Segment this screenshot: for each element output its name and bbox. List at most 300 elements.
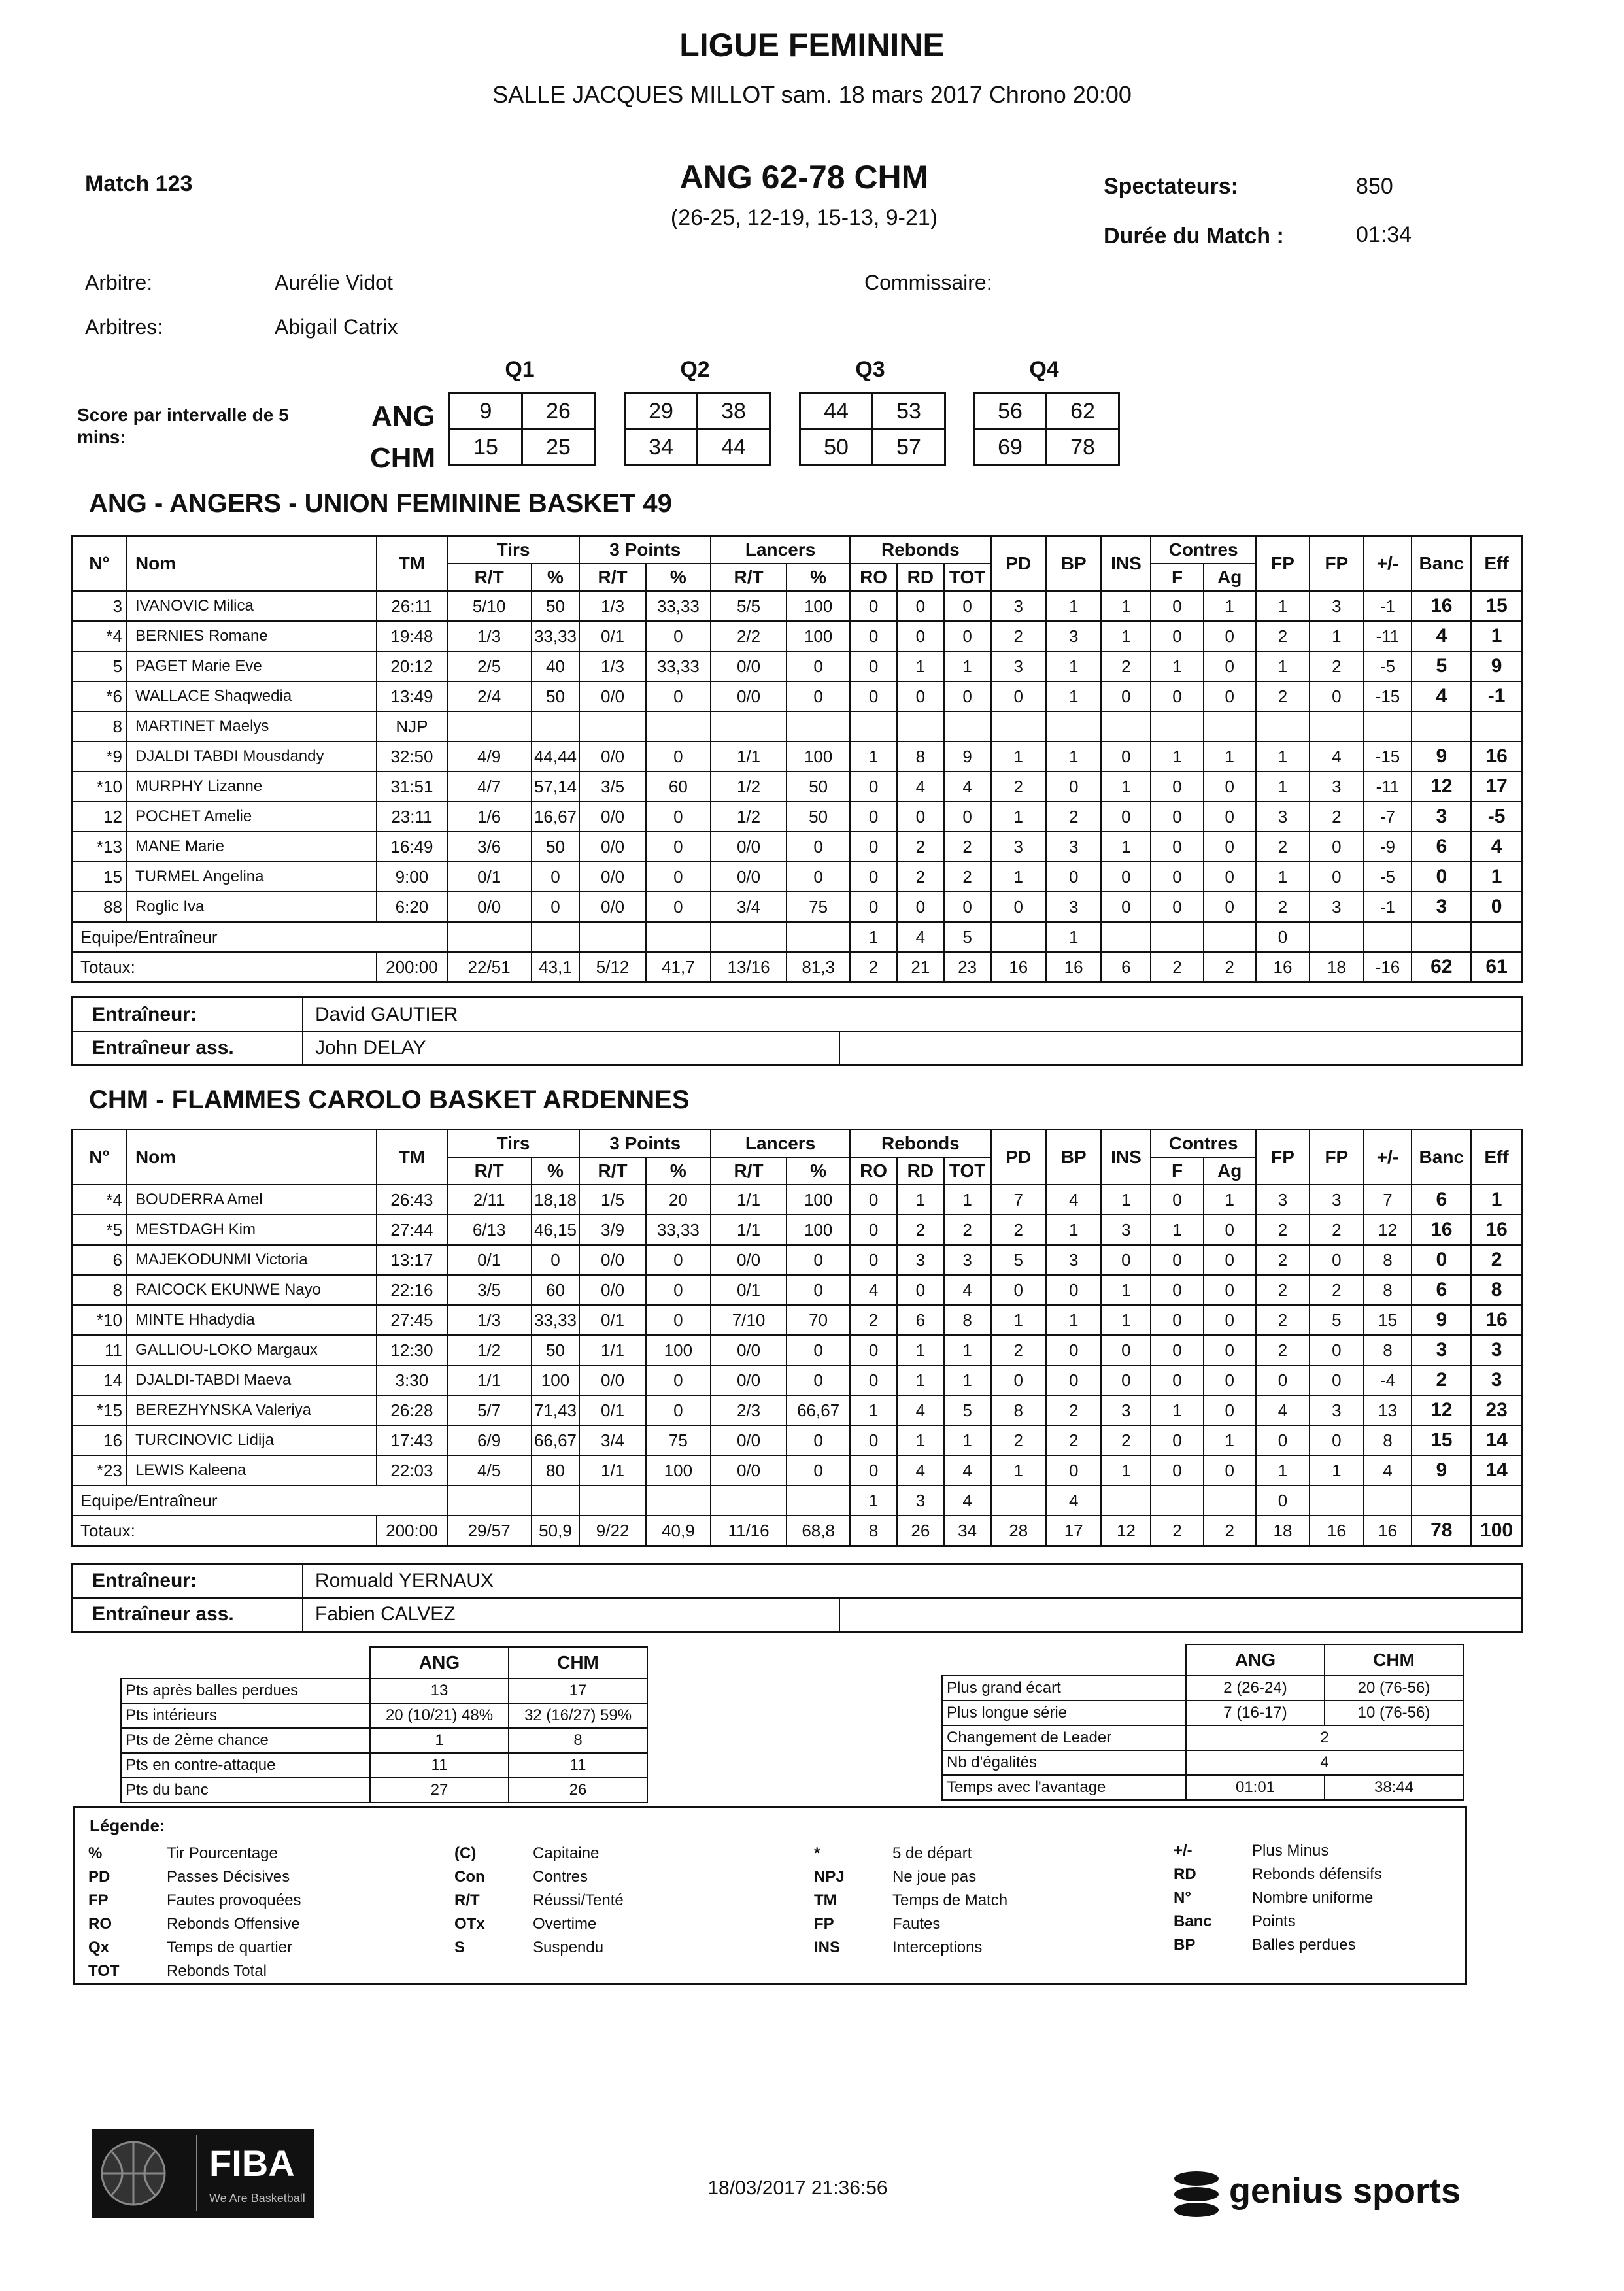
- player-stat: 0: [1310, 681, 1363, 711]
- legend-key: FP: [814, 1915, 834, 1933]
- total-cell: 16: [1364, 1516, 1412, 1546]
- player-stat: 16: [1471, 1215, 1522, 1245]
- legend-key: S: [454, 1939, 465, 1956]
- player-stat: [532, 711, 580, 741]
- player-stat: [897, 711, 944, 741]
- legend-key: RD: [1174, 1865, 1196, 1883]
- points-label: Pts intérieurs: [121, 1703, 370, 1728]
- player-stat: 0: [1204, 1215, 1256, 1245]
- total-cell: 29/57: [447, 1516, 532, 1546]
- player-stat: 2: [1046, 1395, 1101, 1425]
- player-stat: 100: [532, 1365, 580, 1395]
- player-row: [72, 802, 1523, 832]
- team-tot: 5: [944, 922, 991, 952]
- player-stat: 1: [1101, 772, 1151, 802]
- player-stat: 1: [1046, 1305, 1101, 1335]
- player-stat: 5/10: [447, 591, 532, 621]
- total-cell: 200:00: [377, 952, 447, 983]
- player-stat: 0: [1151, 1275, 1203, 1305]
- player-stat: 0: [787, 1455, 850, 1485]
- player-number: 14: [72, 1365, 127, 1395]
- player-number: *6: [72, 681, 127, 711]
- venue-line: SALLE JACQUES MILLOT sam. 18 mars 2017 Chrono 20:00: [492, 81, 1132, 108]
- player-number: *15: [72, 1395, 127, 1425]
- player-stat: 0: [897, 591, 944, 621]
- col-bp: BP: [1046, 1130, 1101, 1185]
- interval-q2-label: Q2: [680, 357, 710, 382]
- player-stat: 16,67: [532, 802, 580, 832]
- legend-col-3: [801, 1842, 1007, 1960]
- player-stat: 3/5: [447, 1275, 532, 1305]
- player-stat: 0: [1101, 1245, 1151, 1275]
- col-plusminus: +/-: [1364, 1130, 1412, 1185]
- col-rt: R/T: [447, 564, 532, 591]
- player-stat: 0: [1151, 681, 1203, 711]
- player-stat: 0/0: [579, 1275, 645, 1305]
- player-stat: 0: [1204, 621, 1256, 651]
- player-stat: 1: [897, 1185, 944, 1215]
- player-stat: 0: [944, 892, 991, 922]
- player-stat: 0/0: [579, 1245, 645, 1275]
- player-stat: 0/1: [711, 1275, 787, 1305]
- player-stat: 0/0: [579, 681, 645, 711]
- player-stat: 0/1: [447, 862, 532, 892]
- player-stat: 0: [787, 651, 850, 681]
- team-tot: 4: [944, 1485, 991, 1516]
- legend-desc: Temps de Match: [892, 1892, 1008, 1909]
- col-pct: %: [532, 564, 580, 591]
- interval-q3-label: Q3: [855, 357, 885, 382]
- player-stat: 0: [1151, 832, 1203, 862]
- totals-label: Totaux:: [72, 1516, 377, 1546]
- total-cell: 16: [991, 952, 1046, 983]
- player-stat: 100: [787, 741, 850, 772]
- player-stat: 8: [1364, 1275, 1412, 1305]
- player-stat: 0: [897, 1275, 944, 1305]
- player-stat: 0: [646, 1365, 711, 1395]
- col-tm: TM: [377, 1130, 447, 1185]
- legend-desc: Rebonds défensifs: [1252, 1865, 1382, 1883]
- points-ang: 1: [370, 1728, 509, 1753]
- player-row: [72, 681, 1523, 711]
- player-stat: 8: [944, 1305, 991, 1335]
- player-number: 12: [72, 802, 127, 832]
- player-name: BOUDERRA Amel: [127, 1185, 377, 1215]
- player-stat: 1: [991, 1305, 1046, 1335]
- referee-name: Aurélie Vidot: [275, 271, 393, 294]
- player-stat: 0: [850, 1455, 897, 1485]
- player-stat: 0: [1101, 892, 1151, 922]
- points-head-chm: CHM: [509, 1647, 647, 1678]
- player-stat: 6: [897, 1305, 944, 1335]
- player-stat: 0: [1101, 1335, 1151, 1365]
- player-stat: 0: [1204, 1395, 1256, 1425]
- player-stat: 0: [897, 802, 944, 832]
- legend-desc: Fautes provoquées: [167, 1892, 301, 1909]
- player-stat: 8: [1364, 1425, 1412, 1455]
- player-stat: 0/0: [579, 741, 645, 772]
- player-stat: 9: [944, 741, 991, 772]
- legend-key: TOT: [88, 1962, 120, 1980]
- player-stat: 0: [1151, 802, 1203, 832]
- player-stat: 14: [1471, 1455, 1522, 1485]
- player-number: *4: [72, 1185, 127, 1215]
- misc-label: Changement de Leader: [942, 1725, 1186, 1750]
- player-stat: 19:48: [377, 621, 447, 651]
- player-number: 15: [72, 862, 127, 892]
- total-cell: 13/16: [711, 952, 787, 983]
- col-banc: Banc: [1412, 536, 1471, 592]
- player-stat: 0/1: [447, 1245, 532, 1275]
- player-stat: 3: [991, 832, 1046, 862]
- player-stat: 13:17: [377, 1245, 447, 1275]
- player-stat: 9: [1412, 741, 1471, 772]
- col-f: F: [1151, 564, 1203, 591]
- player-row: [72, 1455, 1523, 1485]
- player-stat: 3: [1046, 1245, 1101, 1275]
- player-stat: 3: [1256, 1185, 1310, 1215]
- interval-cell: 29: [625, 394, 698, 430]
- team-ang-title: ANG - ANGERS - UNION FEMININE BASKET 49: [89, 489, 672, 518]
- player-stat: 0: [646, 862, 711, 892]
- total-cell: 50,9: [532, 1516, 580, 1546]
- legend-desc: Tir Pourcentage: [167, 1844, 278, 1862]
- col-rebonds: Rebonds: [850, 1130, 990, 1158]
- player-stat: 0: [1151, 772, 1203, 802]
- misc-row: [942, 1750, 1463, 1775]
- player-row: [72, 1305, 1523, 1335]
- col-ag: Ag: [1204, 1157, 1256, 1185]
- player-stat: 0/0: [711, 862, 787, 892]
- total-cell: 68,8: [787, 1516, 850, 1546]
- player-stat: [1046, 711, 1101, 741]
- player-stat: 100: [787, 621, 850, 651]
- interval-cell: 57: [873, 430, 945, 466]
- player-stat: 0: [532, 1245, 580, 1275]
- player-stat: 0: [787, 1425, 850, 1455]
- spectators-value: 850: [1356, 174, 1393, 199]
- player-stat: 4: [1256, 1395, 1310, 1425]
- player-stat: 1/1: [711, 1215, 787, 1245]
- col-tot: TOT: [944, 1157, 991, 1185]
- player-stat: 0/0: [579, 1365, 645, 1395]
- team-rd: 3: [897, 1485, 944, 1516]
- player-stat: 1: [1046, 741, 1101, 772]
- legend-key: %: [88, 1844, 103, 1862]
- player-stat: 0: [1310, 1365, 1363, 1395]
- player-stat: 2: [1256, 1275, 1310, 1305]
- player-row: [72, 772, 1523, 802]
- player-stat: -5: [1471, 802, 1522, 832]
- total-cell: 34: [944, 1516, 991, 1546]
- player-stat: [991, 711, 1046, 741]
- total-cell: 5/12: [579, 952, 645, 983]
- col-ins: INS: [1101, 536, 1151, 592]
- player-stat: 0: [1151, 1305, 1203, 1335]
- legend-col-1: [75, 1842, 301, 1983]
- player-stat: 2: [1256, 621, 1310, 651]
- player-stat: 0: [1151, 621, 1203, 651]
- misc-label: Plus grand écart: [942, 1676, 1186, 1701]
- interval-q4-label: Q4: [1029, 357, 1059, 382]
- player-stat: 50: [787, 772, 850, 802]
- col-tirs: Tirs: [447, 1130, 580, 1158]
- col-f: F: [1151, 1157, 1203, 1185]
- player-stat: 0/0: [711, 651, 787, 681]
- col-rt: R/T: [579, 1157, 645, 1185]
- player-stat: 2: [1046, 802, 1101, 832]
- player-stat: 1: [1046, 651, 1101, 681]
- misc-row: [942, 1701, 1463, 1725]
- legend-key: TM: [814, 1892, 837, 1909]
- player-stat: 1: [944, 1425, 991, 1455]
- player-stat: 1: [1471, 621, 1522, 651]
- total-cell: 2: [850, 952, 897, 983]
- player-stat: 0: [944, 802, 991, 832]
- player-stat: 2: [850, 1305, 897, 1335]
- player-stat: 0: [991, 681, 1046, 711]
- col-rt: R/T: [711, 1157, 787, 1185]
- col-fp: FP: [1256, 1130, 1310, 1185]
- player-stat: 0: [1151, 1185, 1203, 1215]
- legend-key: INS: [814, 1939, 841, 1956]
- total-cell: 6: [1101, 952, 1151, 983]
- player-stat: 0/0: [579, 802, 645, 832]
- player-name: LEWIS Kaleena: [127, 1455, 377, 1485]
- player-stat: 0: [850, 1425, 897, 1455]
- interval-label: Score par intervalle de 5 mins:: [77, 405, 289, 447]
- player-stat: 20: [646, 1185, 711, 1215]
- player-stat: 100: [787, 591, 850, 621]
- player-name: MURPHY Lizanne: [127, 772, 377, 802]
- player-stat: 12: [1364, 1215, 1412, 1245]
- player-stat: 44,44: [532, 741, 580, 772]
- misc-chm: 38:44: [1325, 1775, 1463, 1800]
- player-row: [72, 591, 1523, 621]
- player-stat: 1: [1471, 862, 1522, 892]
- misc-chm: 10 (76-56): [1325, 1701, 1463, 1725]
- player-stat: 1: [1256, 591, 1310, 621]
- player-row: [72, 1335, 1523, 1365]
- points-ang: 27: [370, 1778, 509, 1803]
- col-contres: Contres: [1151, 1130, 1255, 1158]
- player-number: 8: [72, 711, 127, 741]
- player-stat: 5: [991, 1245, 1046, 1275]
- player-stat: 27:45: [377, 1305, 447, 1335]
- total-cell: 8: [850, 1516, 897, 1546]
- player-stat: 3: [1046, 621, 1101, 651]
- player-stat: 6: [1412, 1275, 1471, 1305]
- chm-table-head: [72, 1130, 1523, 1185]
- player-stat: 0: [850, 772, 897, 802]
- misc-head-chm: CHM: [1325, 1644, 1463, 1676]
- legend-desc: Overtime: [533, 1915, 597, 1933]
- points-label: Pts du banc: [121, 1778, 370, 1803]
- player-number: *4: [72, 621, 127, 651]
- player-stat: 50: [532, 591, 580, 621]
- points-row: [121, 1728, 647, 1753]
- player-stat: -5: [1364, 651, 1412, 681]
- col-nom: Nom: [127, 536, 377, 592]
- col-3pts: 3 Points: [579, 536, 711, 564]
- player-stat: 2: [991, 772, 1046, 802]
- points-ang: 13: [370, 1678, 509, 1703]
- player-stat: 3: [1310, 772, 1363, 802]
- player-stat: 0: [850, 892, 897, 922]
- player-stat: 0: [1151, 591, 1203, 621]
- legend-key: RO: [88, 1915, 112, 1933]
- player-stat: 3/9: [579, 1215, 645, 1245]
- player-stat: 4: [850, 1275, 897, 1305]
- legend-desc: 5 de départ: [892, 1844, 972, 1862]
- player-stat: 3: [1471, 1365, 1522, 1395]
- player-stat: 8: [1471, 1275, 1522, 1305]
- player-stat: 3/4: [711, 892, 787, 922]
- misc-ang: 2 (26-24): [1186, 1676, 1325, 1701]
- player-stat: 0: [1412, 862, 1471, 892]
- player-stat: [1204, 711, 1256, 741]
- player-stat: 3: [944, 1245, 991, 1275]
- player-stat: 0/0: [711, 1365, 787, 1395]
- player-stat: [1101, 711, 1151, 741]
- player-stat: 75: [646, 1425, 711, 1455]
- player-stat: 4: [1471, 832, 1522, 862]
- player-stat: 1: [1151, 1215, 1203, 1245]
- col-rd: RD: [897, 1157, 944, 1185]
- player-stat: 0/0: [711, 1245, 787, 1275]
- player-stat: 2/5: [447, 651, 532, 681]
- player-stat: 6/9: [447, 1425, 532, 1455]
- player-stat: 0: [787, 1245, 850, 1275]
- player-stat: 0: [850, 651, 897, 681]
- col-ro: RO: [850, 564, 897, 591]
- legend-desc: Fautes: [892, 1915, 941, 1933]
- legend-desc: Balles perdues: [1252, 1936, 1356, 1954]
- interval-cell: 62: [1047, 394, 1119, 430]
- total-cell: 16: [1046, 952, 1101, 983]
- referees-label: Arbitres:: [85, 315, 163, 339]
- interval-box-q1: [448, 392, 596, 466]
- player-stat: 0: [1204, 832, 1256, 862]
- player-stat: 0: [1204, 681, 1256, 711]
- player-number: *9: [72, 741, 127, 772]
- misc-label: Temps avec l'avantage: [942, 1775, 1186, 1800]
- player-row: [72, 651, 1523, 681]
- player-name: WALLACE Shaqwedia: [127, 681, 377, 711]
- player-stat: 22:03: [377, 1455, 447, 1485]
- match-number: Match 123: [85, 171, 193, 196]
- player-stat: 1: [1101, 591, 1151, 621]
- player-stat: 9: [1412, 1455, 1471, 1485]
- player-stat: 3: [1471, 1335, 1522, 1365]
- player-stat: 0: [532, 892, 580, 922]
- interval-cell: 56: [974, 394, 1047, 430]
- col-fp: FP: [1256, 536, 1310, 592]
- player-stat: 3: [1412, 1335, 1471, 1365]
- player-stat: 0: [850, 621, 897, 651]
- player-stat: 100: [646, 1335, 711, 1365]
- points-label: Pts en contre-attaque: [121, 1753, 370, 1778]
- player-stat: 2: [1256, 1305, 1310, 1335]
- player-stat: 4: [1412, 621, 1471, 651]
- player-stat: 100: [646, 1455, 711, 1485]
- player-stat: 33,33: [646, 1215, 711, 1245]
- player-stat: -7: [1364, 802, 1412, 832]
- player-stat: [447, 711, 532, 741]
- player-stat: 3/4: [579, 1425, 645, 1455]
- player-stat: 1: [1204, 741, 1256, 772]
- player-stat: 5: [1412, 651, 1471, 681]
- player-stat: 2/2: [711, 621, 787, 651]
- total-cell: 2: [1204, 952, 1256, 983]
- player-stat: 0: [1204, 1245, 1256, 1275]
- player-stat: 0: [850, 1335, 897, 1365]
- legend-title: Légende:: [90, 1816, 165, 1835]
- player-stat: 1: [1256, 741, 1310, 772]
- col-fp2: FP: [1310, 536, 1363, 592]
- player-stat: 1: [1046, 1215, 1101, 1245]
- player-row: [72, 1395, 1523, 1425]
- coach-label: Entraîneur:: [72, 998, 303, 1032]
- player-stat: 50: [532, 1335, 580, 1365]
- player-stat: 3: [1101, 1215, 1151, 1245]
- player-stat: 3: [1310, 591, 1363, 621]
- player-stat: 1: [1151, 1395, 1203, 1425]
- player-stat: 0: [1151, 1365, 1203, 1395]
- player-stat: 0: [1101, 681, 1151, 711]
- player-stat: 1: [1101, 1305, 1151, 1335]
- player-stat: 1: [1101, 1275, 1151, 1305]
- player-stat: 3: [1310, 892, 1363, 922]
- player-stat: 0/1: [579, 1395, 645, 1425]
- player-stat: 2: [1310, 802, 1363, 832]
- player-stat: 3:30: [377, 1365, 447, 1395]
- team-ro: 1: [850, 922, 897, 952]
- legend-key: OTx: [454, 1915, 485, 1933]
- legend-key: BP: [1174, 1936, 1196, 1954]
- player-stat: 0/0: [447, 892, 532, 922]
- player-stat: 0: [1046, 862, 1101, 892]
- player-stat: 0: [1204, 1305, 1256, 1335]
- player-stat: 2: [1256, 681, 1310, 711]
- player-stat: 0: [897, 621, 944, 651]
- legend-key: Banc: [1174, 1912, 1212, 1930]
- legend-key: R/T: [454, 1892, 480, 1909]
- points-chm: 26: [509, 1778, 647, 1803]
- duration-value: 01:34: [1356, 222, 1412, 247]
- player-stat: 0: [646, 741, 711, 772]
- player-stat: 3: [1256, 802, 1310, 832]
- player-stat: 1: [944, 1185, 991, 1215]
- player-stat: 66,67: [787, 1395, 850, 1425]
- player-stat: 0: [1204, 1275, 1256, 1305]
- player-stat: [1151, 711, 1203, 741]
- player-row: [72, 1425, 1523, 1455]
- player-stat: 0: [1151, 1245, 1203, 1275]
- player-number: *5: [72, 1215, 127, 1245]
- spectators-label: Spectateurs:: [1104, 174, 1238, 199]
- total-cell: 16: [1310, 1516, 1363, 1546]
- player-stat: 2: [1256, 1335, 1310, 1365]
- player-stat: 0: [1204, 651, 1256, 681]
- asst-coach-label: Entraîneur ass.: [72, 1032, 303, 1066]
- player-stat: 4: [1412, 681, 1471, 711]
- player-stat: 3: [1412, 892, 1471, 922]
- genius-sports-icon: [1170, 2164, 1223, 2223]
- player-stat: 0: [1256, 1365, 1310, 1395]
- col-ag: Ag: [1204, 564, 1256, 591]
- player-number: 6: [72, 1245, 127, 1275]
